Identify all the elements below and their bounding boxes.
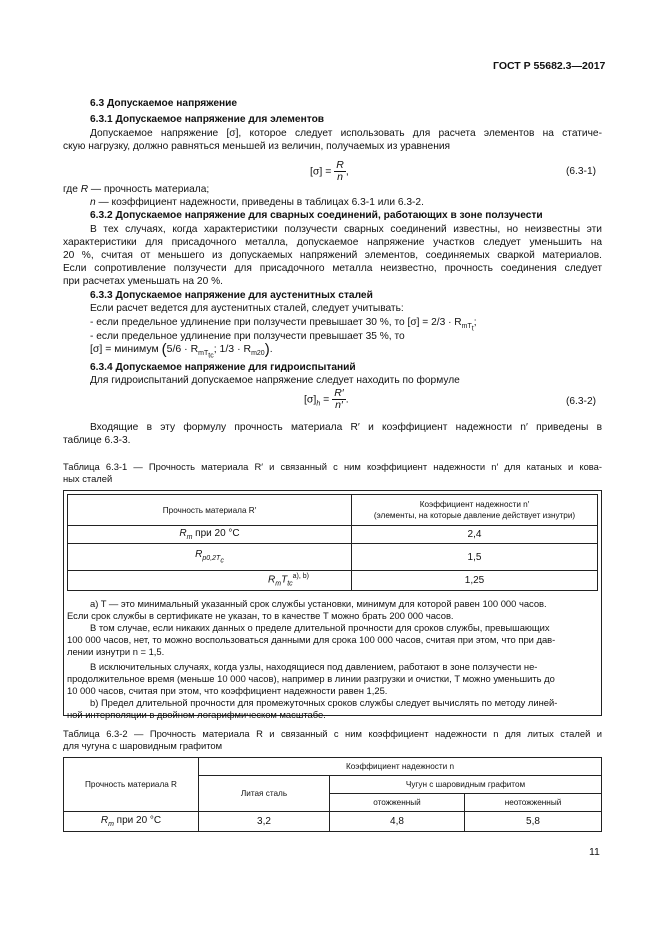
equation-tail: , xyxy=(345,165,349,178)
table-header: Прочность материала R′ xyxy=(68,495,352,526)
equals: = xyxy=(323,393,330,406)
bullet-line: - если предельное удлинение при ползучести превышает 35 %, то xyxy=(90,331,405,342)
section-6-3-1-title: 6.3.1 Допускаемое напряжение для элементов xyxy=(90,114,325,125)
footnote-line: 10 000 часов, считая при этом, что коэффициент надежности равен 1,25. xyxy=(67,685,388,696)
section-6-3-2-title: 6.3.2 Допускаемое напряжение для сварных соединений, работающих в зоне ползучести xyxy=(90,210,543,221)
subscript: h xyxy=(316,400,321,408)
bullet-text: - если предельное удлинение при ползучести превышает 30 %, то xyxy=(90,317,405,328)
paragraph-line: Для гидроиспытаний допускаемое напряжение следует находить по формуле xyxy=(90,375,460,386)
table-header: Литая сталь xyxy=(199,776,330,812)
table-header-line: (элементы, на которые давление действует изнутри) xyxy=(373,511,576,520)
section-6-3-3-title: 6.3.3 Допускаемое напряжение для аустенитных сталей xyxy=(90,290,373,301)
punct: . xyxy=(269,343,273,355)
equation-tail: . xyxy=(345,393,349,406)
footnote-line: ной интерполяции в двойном логарифмическом масштабе. xyxy=(67,709,326,720)
subscript: m xyxy=(186,534,193,541)
subscript: m20 xyxy=(251,350,265,358)
cell-text: при 20 °C xyxy=(192,528,240,539)
symbol: R xyxy=(100,815,109,826)
page-number: 11 xyxy=(589,846,600,858)
bullet-equation-line xyxy=(90,343,273,362)
equation-numerator: R′ xyxy=(334,387,344,399)
symbol: R xyxy=(179,528,187,539)
table-header: Чугун с шаровидным графитом xyxy=(330,776,602,794)
footnote-line: лении изнутри n = 1,5. xyxy=(67,646,165,657)
table-header xyxy=(352,495,598,526)
paragraph-line: Если сопротивление ползучести для присадочного металла неизвестно, прочность соединения следует xyxy=(63,263,602,274)
footnote-line: В исключительных случаях, когда узлы, находящиеся под давлением, работают в зоне ползучести не- xyxy=(90,661,538,672)
punct: ; xyxy=(473,317,477,328)
equation-number: (6.3-2) xyxy=(566,396,597,407)
table-header: неотожженный xyxy=(465,794,602,812)
equation-6-3-2 xyxy=(304,388,349,411)
paragraph-line: характеристики для присадочного металла, допускаемое напряжение участков следует уменьшить на xyxy=(63,237,602,248)
subscript: c xyxy=(220,557,224,565)
footnote-line: В том случае, если никаких данных о пределе длительной прочности для сроков службы, превышающих xyxy=(90,622,550,633)
paragraph-line: 20 %, считая от меньшего из допускаемых напряжений элементов, соединяемых сваркой материалов. xyxy=(63,250,602,261)
subscript: t xyxy=(471,325,474,333)
where-line xyxy=(90,196,424,209)
symbol: n xyxy=(90,197,96,208)
equation-lhs: [σ] = xyxy=(310,165,332,178)
equation-denominator: n′ xyxy=(335,399,343,411)
bullet-equation: [σ] = 2/3 · R xyxy=(407,317,462,328)
subscript: p0,2T xyxy=(202,555,221,563)
table-6-3-2-caption: для чугуна с шаровидным графитом xyxy=(63,740,223,751)
table-cell xyxy=(64,812,199,832)
symbol: T xyxy=(281,574,288,586)
symbol: R xyxy=(268,574,276,586)
table-cell: 4,8 xyxy=(330,812,465,832)
equation-part: 5/6 · R xyxy=(166,343,199,355)
subscript: mT xyxy=(461,323,472,331)
table-cell: 1,25 xyxy=(352,571,598,591)
paren-left: ( xyxy=(161,341,167,358)
table-header: Коэффициент надежности n xyxy=(199,758,602,776)
subscript: m xyxy=(108,821,114,828)
footnote-line: продолжительное время (меньше 10 000 часов), например в линии разгрузки и очистки, T можно уменьшить до xyxy=(67,673,555,684)
definition: — коэффициент надежности, приведены в таблицах 6.3-1 или 6.3-2. xyxy=(98,197,424,208)
document-header: ГОСТ Р 55682.3—2017 xyxy=(493,60,606,72)
table-6-3-1-caption: ных сталей xyxy=(63,473,113,484)
equation-number: (6.3-1) xyxy=(566,166,597,177)
subscript: m xyxy=(275,580,282,588)
section-6-3-title: 6.3 Допускаемое напряжение xyxy=(90,98,238,109)
footnote-line: b) Предел длительной прочности для промежуточных сроков службы следует вычислять по методу линей- xyxy=(90,697,558,708)
table-cell: 5,8 xyxy=(465,812,602,832)
definition: — прочность материала; xyxy=(90,184,210,195)
table-cell xyxy=(68,526,352,544)
subscript: tc xyxy=(287,580,293,588)
table-cell xyxy=(68,571,352,591)
table-cell: 2,4 xyxy=(352,526,598,544)
equation-6-3-1 xyxy=(310,160,349,183)
equation-numerator: R xyxy=(336,159,344,171)
cell-text: при 20 °C xyxy=(113,815,162,826)
table-6-3-1 xyxy=(67,494,598,591)
table-cell: 3,2 xyxy=(199,812,330,832)
paragraph-line: скую нагрузку, должно равняться меньшей из величин, получаемых из уравнения xyxy=(63,141,451,152)
paragraph-line: при расчетах уменьшать на 20 %. xyxy=(63,276,223,287)
table-6-3-2 xyxy=(63,757,602,832)
paragraph-line: Входящие в эту формулу прочность материала R′ и коэффициент надежности n′ приведены в xyxy=(90,422,602,433)
footnote-line: 100 000 часов, нет, то можно воспользоваться данными для срока 100 000 часов, считая при этом, что при дав- xyxy=(67,634,556,645)
table-header-line: Коэффициент надежности n′ xyxy=(419,500,530,509)
table-6-3-1-caption: Таблица 6.3-1 — Прочность материала R′ и связанный с ним коэффициент надежности n′ для катаных и кова- xyxy=(63,461,602,472)
subscript: mT xyxy=(198,350,209,358)
section-6-3-4-title: 6.3.4 Допускаемое напряжение для гидроиспытаний xyxy=(90,362,356,373)
table-header: отожженный xyxy=(330,794,465,812)
paragraph-line: Если расчет ведется для аустенитных сталей, следует учитывать: xyxy=(90,303,404,314)
footnote-line: a) T — это минимальный указанный срок службы установки, минимум для которой равен 100 000 часов. xyxy=(90,598,547,609)
paren-right: ) xyxy=(264,341,270,358)
table-6-3-2-caption: Таблица 6.3-2 — Прочность материала R и связанный с ним коэффициент надежности n для литых сталей и xyxy=(63,728,602,739)
paragraph-line: В тех случаях, когда характеристики ползучести сварных соединений известны, но неизвестны эти xyxy=(90,224,602,235)
equation-lhs: [σ] = минимум xyxy=(90,343,159,355)
equation-part: ; 1/3 · R xyxy=(213,343,252,355)
where-line xyxy=(63,183,209,196)
table-cell: 1,5 xyxy=(352,544,598,571)
symbol: R xyxy=(80,184,89,195)
paragraph-line: таблице 6.3-3. xyxy=(63,435,131,446)
subscript: tc xyxy=(208,352,214,360)
equation-denominator: n xyxy=(337,171,344,183)
where-word: где xyxy=(63,184,78,195)
symbol: R xyxy=(195,549,203,561)
table-cell xyxy=(68,544,352,571)
equation-lhs: [σ] xyxy=(304,393,317,406)
footnote-line: Если срок службы в сертификате не указан, то в качестве T можно брать 200 000 часов. xyxy=(67,610,454,621)
footnote-ref: a), b) xyxy=(292,573,309,581)
paragraph-line: Допускаемое напряжение [σ], которое следует использовать для расчета элементов на статиче- xyxy=(90,128,602,139)
table-header: Прочность материала R xyxy=(64,758,199,812)
